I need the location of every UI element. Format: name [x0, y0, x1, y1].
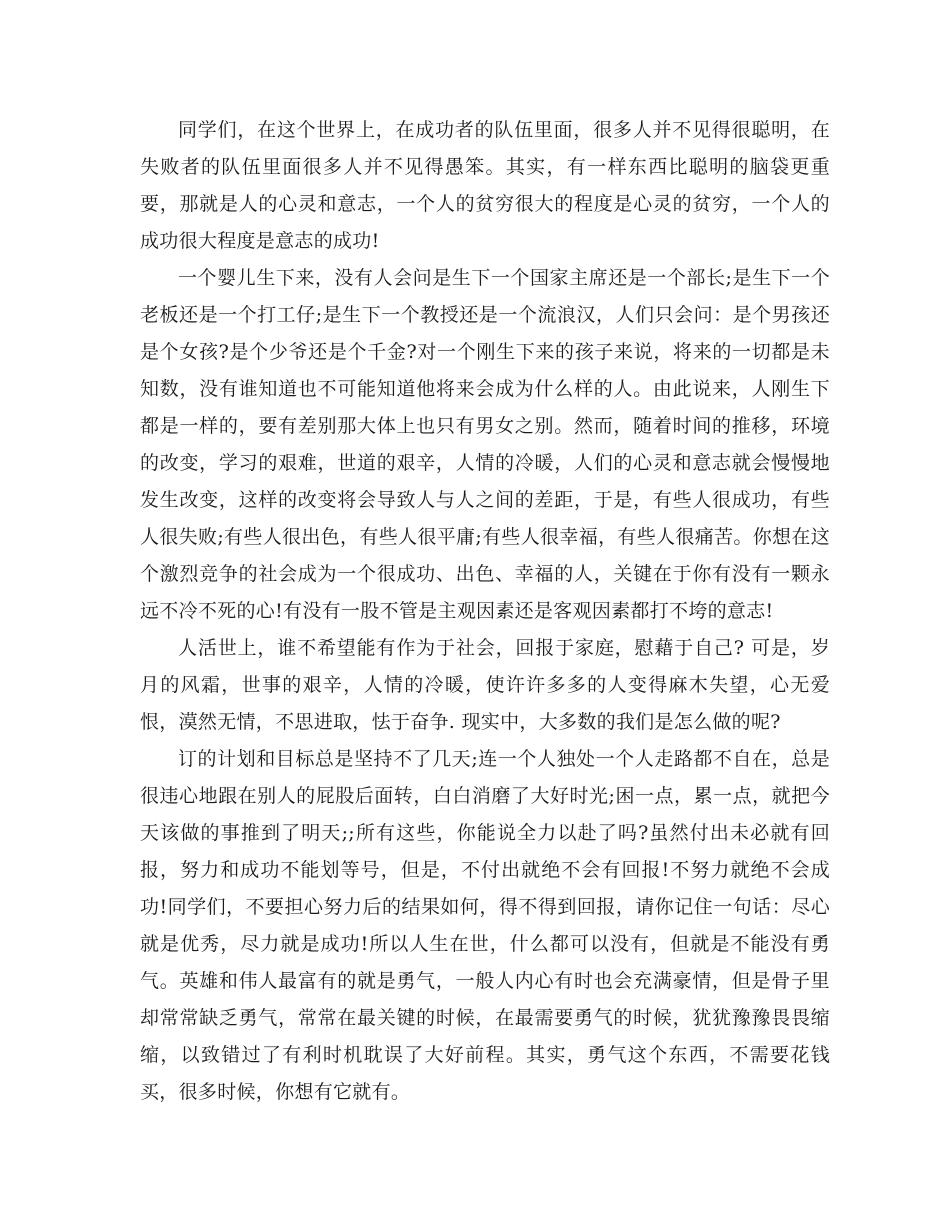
paragraph-2: 一个婴儿生下来，没有人会问是生下一个国家主席还是一个部长;是生下一个老板还是一个打工仔;是生下一个教授还是一个流浪汉，人们只会问：是个男孩还是个女孩?是个少爷还是个千金?对一个刚生下来的孩子来说，将来的一切都是未知数，没有谁知道也不可能知道他将来会成为什么样的人。由此说来，人刚生下都是一样的，要有差别那大体上也只有男女之别。然而，随着时间的推移，环境的改变，学习的艰难，世道的艰辛，人情的冷暖，人们的心灵和意志就会慢慢地发生改变，这样的改变将会导致人与人之间的差距，于是，有些人很成功，有些人很失败;有些人很出色，有些人很平庸;有些人很幸福，有些人很痛苦。你想在这个激烈竞争的社会成为一个很成功、出色、幸福的人，关键在于你有没有一颗永远不冷不死的心!有没有一股不管是主观因素还是客观因素都打不垮的意志!: [140, 267, 830, 622]
paragraph-3: 人活世上，谁不希望能有作为于社会，回报于家庭，慰藉于自己? 可是，岁月的风霜，世事的艰辛，人情的冷暖，使许许多多的人变得麻木失望，心无爱恨，漠然无情，不思进取，怯于奋争. 现实中，大多数的我们是怎么做的呢?: [140, 637, 830, 733]
paragraph-1: 同学们，在这个世界上，在成功者的队伍里面，很多人并不见得很聪明，在失败者的队伍里面很多人并不见得愚笨。其实，有一样东西比聪明的脑袋更重要，那就是人的心灵和意志，一个人的贫穷很大的程度是心灵的贫穷，一个人的成功很大程度是意志的成功!: [140, 119, 830, 252]
paragraph-4: 订的计划和目标总是坚持不了几天;连一个人独处一个人走路都不自在，总是很违心地跟在别人的屁股后面转，白白消磨了大好时光;困一点，累一点，就把今天该做的事推到了明天;;所有这些，你能说全力以赴了吗?虽然付出未必就有回报，努力和成功不能划等号，但是，不付出就绝不会有回报!不努力就绝不会成功!同学们，不要担心努力后的结果如何，得不得到回报，请你记住一句话：尽心就是优秀，尽力就是成功!所以人生在世，什么都可以没有，但就是不能没有勇气。英雄和伟人最富有的就是勇气，一般人内心有时也会充满豪情，但是骨子里却常常缺乏勇气，常常在最关键的时候，在最需要勇气的时候，犹犹豫豫畏畏缩缩，以致错过了有利时机耽误了大好前程。其实，勇气这个东西，不需要花钱买，很多时候，你想有它就有。: [140, 748, 830, 1103]
document-body: [140, 112, 830, 1111]
